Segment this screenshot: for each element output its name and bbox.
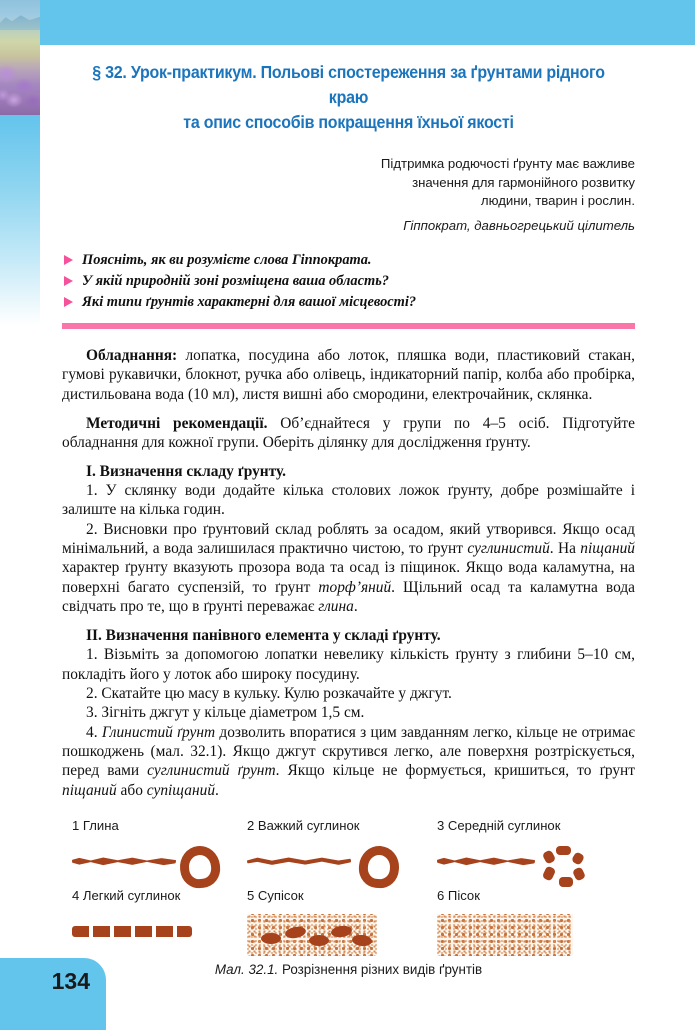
figure-art-1	[72, 842, 247, 888]
method-heading: Методичні рекомендації.	[86, 414, 268, 432]
triangle-bullet-icon	[64, 297, 73, 307]
s2-emph-supishchanyi: супіщаний	[146, 781, 216, 799]
equipment-heading: Обладнання:	[86, 347, 178, 364]
s1-emph-hlyna: глина	[318, 598, 354, 616]
equipment-text: лопатка, посудина або лоток, пляшка води, пластиковий стакан, гумові рукавички, блокнот, ручка або олівець, індикаторний папір, колба або пробірка, дистильована вода (10 мл), листя вишні або смородини, електрочайник, склянка.	[62, 347, 635, 403]
equipment-paragraph	[62, 346, 635, 404]
soil-roll-icon	[437, 856, 535, 866]
decorative-left-rail	[0, 0, 40, 1030]
list-item	[64, 293, 635, 311]
s1-emph-suglynystyi: суглинистий	[467, 540, 550, 558]
figure-cell-6	[437, 888, 627, 958]
figure-art-5	[247, 912, 432, 958]
list-item	[64, 251, 635, 269]
rail-gradient-band	[0, 115, 40, 325]
figure-cell-5	[247, 888, 432, 958]
triangle-bullet-icon	[64, 255, 73, 265]
figure-caption	[62, 962, 635, 977]
page-title	[82, 60, 615, 135]
question-list	[64, 251, 635, 311]
s2-i4-c: . Якщо кільце не формується, кришиться, то ґрунт	[275, 762, 635, 780]
s1-i2-e: .	[353, 598, 358, 616]
soil-types-figure	[62, 818, 635, 958]
page-content	[62, 45, 635, 977]
title-line-1: § 32. Урок-практикум. Польові спостереження за ґрунтами рідного краю	[92, 62, 605, 107]
figure-art-2	[247, 842, 432, 888]
s2-i4-a: 4.	[86, 723, 102, 741]
epigraph-line-2: значення для гармонійного розвитку	[412, 174, 635, 190]
soil-ring-icon	[358, 845, 401, 890]
soil-roll-icon	[72, 856, 176, 866]
section-2-item-3: 3. Зігніть джгут у кільце діаметром 1,5 см.	[86, 704, 365, 722]
s2-i4-d: або	[116, 781, 147, 799]
header-blue-band	[40, 0, 695, 45]
s1-i2-b: . На	[549, 540, 581, 558]
s1-emph-pishchanyi: піщаний	[580, 540, 635, 558]
section-2-item-2: 2. Скатайте цю масу в кульку. Кулю розкачайте у джгут.	[86, 685, 452, 702]
s1-i2-d: . Щільний осад та каламутна вода свідчать про те, що в ґрунті переважає	[62, 578, 635, 616]
section-1-item-1: 1. У склянку води додайте кілька столових ложок ґрунту, добре розмішайте і залиште на кілька годин.	[62, 482, 635, 519]
figure-label-3: 3 Середній суглинок	[437, 818, 561, 834]
sand-texture-icon	[437, 914, 573, 956]
figure-cell-2	[247, 818, 432, 888]
soil-ring-icon	[178, 844, 222, 890]
s2-i4-b: дозволить впоратися з цим завданням легко, кільце не отримає пошкоджень (мал. 32.1). Якщо джгут скрутився легко, але поверхня розтріскується, перед вами	[62, 723, 635, 780]
method-text: Об’єднайтеся у групи по 4–5 осіб. Підготуйте обладнання для кожної групи. Оберіть ділянку для дослідження ґрунту.	[62, 414, 635, 451]
figure-art-3	[437, 842, 627, 888]
flower-landscape-photo	[0, 0, 40, 115]
s1-emph-torfianyi: торф’яний	[318, 578, 392, 596]
epigraph	[62, 155, 635, 235]
figure-label-1: 1 Глина	[72, 818, 119, 834]
section-2-item-1: 1. Візьміть за допомогою лопатки невелику кількість ґрунту з глибини 5–10 см, покладіть його у лоток або широку посудину.	[62, 646, 635, 683]
soil-segmented-roll-icon	[72, 926, 192, 937]
s2-emph-pishchanyi: піщаний	[62, 781, 117, 799]
s2-emph-hlynystyi-grunt: Глинистий ґрунт	[101, 723, 216, 741]
epigraph-line-1: Підтримка родючості ґрунту має важливе	[380, 156, 635, 171]
section-2-heading: II. Визначення панівного елемента у складі ґрунту.	[86, 626, 441, 644]
figure-label-6: 6 Пісок	[437, 888, 480, 904]
question-text: Поясніть, як ви розумієте слова Гіппократа.	[82, 252, 372, 268]
soil-cracked-ring-icon	[543, 846, 585, 888]
sand-texture-icon	[247, 914, 377, 956]
page-number-tab	[0, 958, 106, 1030]
figure-art-6	[437, 912, 627, 958]
section-1-item-2	[62, 520, 635, 617]
figure-cell-4	[72, 888, 247, 958]
figure-caption-prefix: Мал. 32.1.	[214, 962, 279, 978]
s1-i2-a: 2. Висновки про ґрунтовий склад роблять за осадом, який утворився. Якщо осад мінімальний, а вода залишилася практично чистою, то ґрунт	[62, 520, 635, 558]
figure-label-4: 4 Легкий суглинок	[72, 888, 181, 904]
title-line-2: та опис способів покращення їхньої якості	[183, 112, 514, 132]
s2-i4-e: .	[215, 781, 219, 799]
section-1-heading: I. Визначення складу ґрунту.	[86, 462, 286, 480]
figure-art-4	[72, 912, 247, 958]
pink-divider	[62, 323, 635, 329]
method-paragraph	[62, 414, 635, 453]
figure-label-2: 2 Важкий суглинок	[247, 818, 360, 834]
figure-caption-text: Розрізнення різних видів ґрунтів	[278, 962, 483, 978]
list-item	[64, 272, 635, 290]
epigraph-source: Гіппократ, давньогрецький цілитель	[403, 217, 635, 233]
epigraph-line-3: людини, тварин і рослин.	[480, 193, 635, 208]
page-number: 134	[51, 968, 90, 994]
figure-label-5: 5 Супісок	[247, 888, 304, 904]
section-2-item-4	[62, 723, 635, 800]
figure-cell-3	[437, 818, 627, 888]
triangle-bullet-icon	[64, 276, 73, 286]
question-text: Які типи ґрунтів характерні для вашої місцевості?	[82, 294, 417, 310]
soil-roll-icon	[247, 856, 351, 866]
s2-emph-suglynystyi-grunt: суглинистий ґрунт	[147, 762, 276, 780]
s1-i2-c: характер ґрунту вказують прозора вода та осад із піщинок. Якщо вода каламутна, на поверхні багато суспензій, то ґрунт	[62, 559, 635, 596]
figure-cell-1	[72, 818, 247, 888]
question-text: У якій природній зоні розміщена ваша область?	[82, 273, 389, 289]
